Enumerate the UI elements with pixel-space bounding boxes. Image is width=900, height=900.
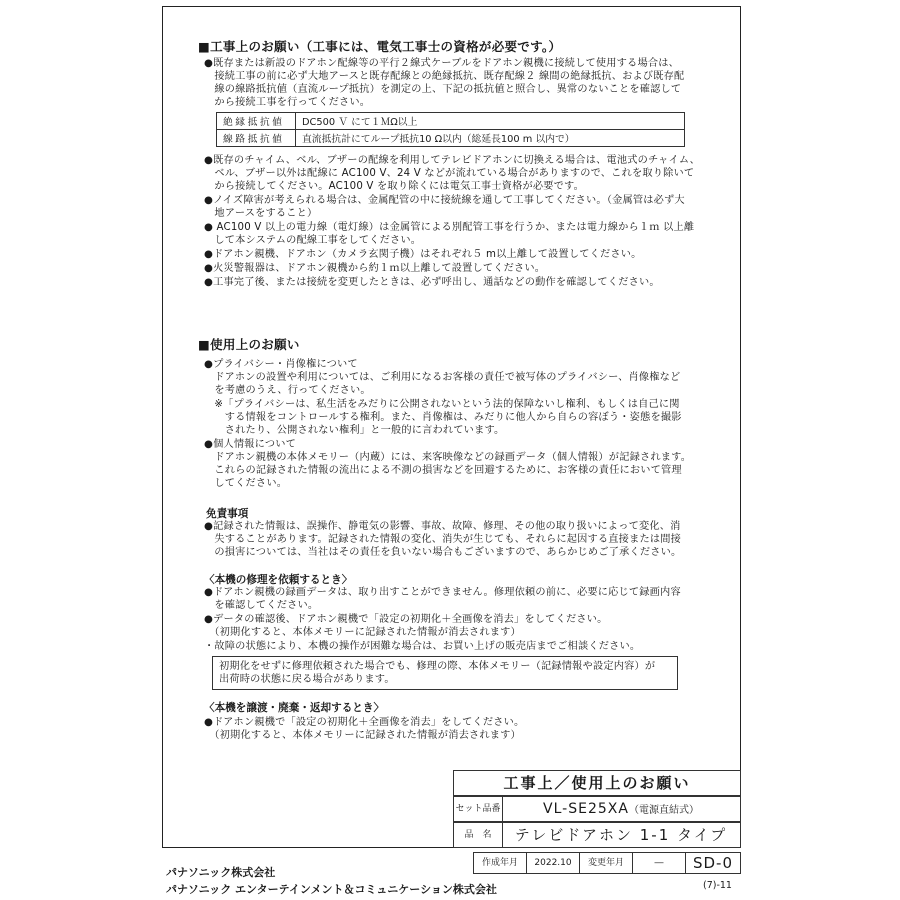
- created-label: 作成年月: [473, 852, 527, 874]
- doc-code: SD-0: [685, 852, 741, 874]
- text-line: から接続工事を行ってください。: [204, 97, 371, 108]
- product-name-row: [453, 822, 741, 848]
- text-line: 失することがあります。記録された情報の変化、消失が生じても、それらに起因する直接または間接: [204, 534, 682, 545]
- text-line: 初期化をせずに修理依頼された場合でも、修理の際、本体メモリー（記録情報や設定内容）が: [219, 661, 656, 672]
- product-name-label: 品 名: [454, 823, 503, 847]
- text-line: を考慮のうえ、行ってください。: [204, 385, 371, 396]
- text-line: （初期化すると、本体メモリーに記録された情報が消去されます）: [204, 627, 521, 638]
- text-line: 出荷時の状態に戻る場合があります。: [219, 674, 395, 685]
- set-number-value-cell: [502, 797, 740, 821]
- text-line: ● AC100 V 以上の電力線（電灯線）は金属管による別配管工事を行うか、または電力線から１ｍ 以上離: [204, 222, 695, 233]
- text-line: ●ドアホン親機、ドアホン（カメラ玄関子機）はそれぞれ５ m以上離して設置してください。: [204, 249, 642, 260]
- repair-note-box: [212, 656, 678, 690]
- revision-row: [473, 852, 741, 874]
- text-line: これらの記録された情報の流出による不測の損害などを回避するために、お客様の責任において管理: [204, 465, 682, 476]
- text-line: ●ドアホン親機の録画データは、取り出すことができません。修理依頼の前に、必要に応じて録画内容: [204, 587, 681, 598]
- text-line: ドアホン親機の本体メモリー（内蔵）には、来客映像などの録画データ（個人情報）が記録されます。: [204, 452, 692, 463]
- text-line: の損害については、当社はその責任を負いない場合もございますので、あらかじめご了承ください。: [204, 547, 682, 558]
- text-line: ●既存または新設のドアホン配線等の平行２線式ケーブルをドアホン親機に接続して使用する場合は、: [204, 58, 679, 69]
- text-line: ●ドアホン親機で「設定の初期化＋全画像を消去」をしてください。: [204, 717, 525, 728]
- text-line: して本システムの配線工事をしてください。: [204, 235, 422, 246]
- text-line: から接続してください。AC100 V を取り除くには電気工事士資格が必要です。: [204, 181, 584, 192]
- privacy-block: [204, 358, 691, 490]
- text-line: ・故障の状態により、本機の操作が困難な場合は、お買い上げの販売店までご相談ください。: [204, 641, 641, 652]
- set-number-suffix: （電源直結式）: [628, 805, 699, 816]
- page-number: (7)-11: [703, 880, 732, 891]
- set-number-row: [453, 796, 741, 822]
- doc-title: 工事上／使用上のお願い: [453, 770, 741, 796]
- changed-label: 変更年月: [579, 852, 633, 874]
- text-line: ●記録された情報は、誤操作、静電気の影響、事故、故障、修理、その他の取り扱いによって変化、消: [204, 521, 681, 532]
- transfer-title: 〈本機を譲渡・廃棄・返却するとき〉: [204, 702, 385, 714]
- product-name-value: テレビドアホン 1-1 タイプ: [514, 826, 728, 844]
- table-value: 直流抵抗計にてループ抵抗10 Ω以内（総延長100 m 以内で）: [296, 130, 685, 147]
- text-line: ●個人情報について: [204, 439, 296, 450]
- repair-block: [204, 586, 681, 653]
- text-line: ●データの確認後、ドアホン親機で「設定の初期化＋全画像を消去」をしてください。: [204, 614, 608, 625]
- text-line: ●ノイズ障害が考えられる場合は、金属配管の中に接続線を通して工事してください。（金属管は必ず大: [204, 195, 685, 206]
- table-value: DC500 Ｖ にて１ＭΩ以上: [296, 113, 685, 130]
- text-line: 地アースをすること）: [204, 208, 318, 219]
- text-line: （初期化すると、本体メモリーに記録された情報が消去されます）: [204, 730, 521, 741]
- transfer-block: [204, 716, 524, 742]
- disclaimer-block: [204, 520, 681, 559]
- set-number-value: VL-SE25XA: [543, 801, 629, 817]
- text-line: ●工事完了後、または接続を変更したときは、必ず呼出し、通話などの動作を確認してください。: [204, 277, 660, 288]
- section-usage-title: ■使用上のお願い: [198, 337, 300, 352]
- table-label: 絶縁抵抗値: [217, 113, 296, 130]
- repair-title: 〈本機の修理を依頼するとき〉: [204, 574, 353, 586]
- set-number-label: セット品番: [454, 797, 503, 821]
- changed-value: ―: [632, 852, 686, 874]
- construction-intro: [204, 57, 684, 109]
- text-line: されたり、公開されない権利」と一般的に言われています。: [204, 425, 505, 436]
- text-line: する情報をコントロールする権利。また、肖像権は、みだりに他人から自らの容ぼう・姿態を撮影: [204, 412, 682, 423]
- text-line: を確認してください。: [204, 600, 319, 611]
- table-row: [217, 113, 685, 130]
- text-line: してください。: [204, 478, 288, 489]
- resistance-table: [216, 112, 685, 147]
- created-value: 2022.10: [526, 852, 580, 874]
- table-label: 線路抵抗値: [217, 130, 296, 147]
- text-line: 接続工事の前に必ず大地アースと既存配線との絶縁抵抗、既存配線２ 線間の絶縁抵抗、および既存配: [204, 71, 685, 82]
- table-row: [217, 130, 685, 147]
- text-line: ●既存のチャイム、ベル、ブザーの配線を利用してテレビドアホンに切換える場合は、電池式のチャイム、: [204, 155, 700, 166]
- text-line: ●火災警報器は、ドアホン親機から約１ｍ以上離して設置してください。: [204, 263, 546, 274]
- section-construction-title: ■工事上のお願い（工事には、電気工事士の資格が必要です。）: [198, 39, 562, 54]
- text-line: ※「プライバシーは、私生活をみだりに公開されないという法的保障ないし権利、もしくは自己に関: [204, 399, 680, 410]
- text-line: ベル、ブザー以外は配線に AC100 V、24 V などが流れている場合がありますので、これを取り除いて: [204, 168, 695, 179]
- company-name-1: パナソニック株式会社: [166, 866, 276, 879]
- text-line: ●プライバシー・肖像権について: [204, 359, 358, 370]
- disclaimer-title: 免責事項: [206, 508, 249, 520]
- text-line: ドアホンの設置や利用については、ご利用になるお客様の責任で被写体のプライバシー、肖像権など: [204, 372, 681, 383]
- company-name-2: パナソニック エンターテインメント＆コミュニケーション株式会社: [166, 883, 497, 896]
- construction-notes: [204, 154, 700, 289]
- text-line: 線の線路抵抗値（直流ループ抵抗）を測定の上、下記の抵抗値と照合し、異常のないことを確認して: [204, 84, 682, 95]
